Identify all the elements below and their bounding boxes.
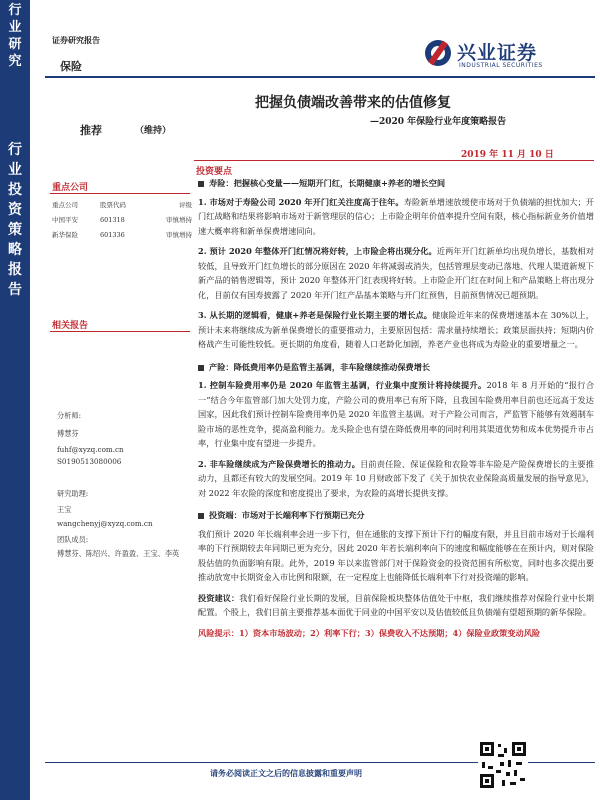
life-paragraph-1: 1. 市场对于寿险公司 2020 年开门红关注度高于往年。寿险新单增速放缓使市场对于负债端的担忧加大；开门红战略和结果将影响市场对于新管理层的信心；上市险企明年价值率提升空间有限，核心指标新业务价值增速大概率将和新单保费增速同向。 — [198, 196, 594, 236]
analyst-email: fuhf@xyzq.com.cn — [57, 445, 124, 454]
logo-en-text: INDUSTRIAL SECURITIES — [459, 62, 543, 69]
team-label: 团队成员: — [57, 535, 89, 544]
related-reports-title: 相关报告 — [52, 321, 89, 331]
life-heading: 寿险：把握核心变量——短期开门红，长期健康+养老的增长空间 — [198, 176, 594, 191]
sector-label: 保险 — [60, 60, 82, 73]
bullet-icon — [198, 181, 204, 187]
investment-heading: 投资端：市场对于长端利率下行预期已充分 — [198, 508, 594, 523]
logo-cn-text: 兴业证券 — [457, 42, 538, 64]
company-logo — [425, 36, 595, 72]
assistant-email: wangchenyj@xyzq.com.cn — [57, 519, 153, 528]
key-companies-table — [52, 198, 196, 243]
pc-heading: 产险：降低费用率仍是监管主基调，非车险继续推动保费增长 — [198, 360, 594, 375]
footer-disclaimer: 请务必阅读正文之后的信息披露和重要声明 — [210, 768, 362, 778]
pc-paragraph-1: 1. 控制车险费用率仍是 2020 年监管主基调，行业集中度预计将持续提升。2018 年 8 月开始的“报行合一”结合今年监管部门加大处罚力度，产险公司的费用率已有所下降，且我国车险费用率目前也还远高于发达国家，因此我们预计控制车险费用率仍是 2020 年监管主基调。对于产险公司而言，严监管下能够有效遏制车险市场的恶性竞争，提高盈利能力。龙头险企也有望在降低费用率的同时利用其渠道优势和成本优势提升市占率，行业集中度有望进一步提升。 — [198, 380, 595, 448]
qr-code-icon — [478, 740, 528, 790]
logo-icon — [425, 40, 451, 66]
assistant-block — [57, 488, 192, 530]
left-side-strip — [0, 0, 30, 800]
assistant-name: 王宝 — [57, 505, 72, 514]
bullet-icon — [198, 513, 204, 519]
report-date: 2019 年 11 月 10 日 — [461, 150, 554, 160]
analyst-label: 分析师: — [57, 411, 81, 420]
related-reports-rule — [50, 331, 190, 332]
analyst-license: S0190513080006 — [57, 457, 122, 466]
investment-paragraph: 我们预计 2020 年长端利率会进一步下行，但在通胀的支撑下预计下行的幅度有限，并且目前市场对于长端利率的下行预期较去年同期已更为充分，因此 2020 年若长端利率向下的速度和幅度能够在在预计内，则对保险股估值的负面影响有限。此外，2019 年以来监管部门对于保险资金的投资范围有所松宽，同时也多次提出要推动放宽中长期资金入市比例和限额，在一定程度上也能降低长端利率下行对投资端的影响。 — [198, 528, 594, 582]
life-paragraph-3: 3. 从长期的逻辑看，健康+养老是保险行业长期主要的增长点。健康险近年来的保费增速基本在 30%以上，预计未来将继续成为新单保费增长的重要推动力，主要原因包括：需求量持续增长；政策层面扶持；短期内价格战产生可能性较低。更长期的角度看，随着人口老龄化加剧，养老产业也将成为寿险业的重要增量之一。 — [198, 310, 594, 349]
report-title: 把握负债端改善带来的估值修复 — [255, 95, 451, 111]
risk-paragraph: 风险提示：1）资本市场波动；2）利率下行；3）保费收入不达预期；4）保险业政策变动风险 — [198, 627, 541, 638]
key-companies-title: 重点公司 — [52, 183, 89, 193]
header-rule — [45, 76, 595, 78]
company-code: 601336 — [100, 230, 125, 239]
date-rule — [194, 160, 594, 161]
report-subtitle: —2020 年保险行业年度策略报告 — [370, 117, 507, 127]
table-row — [52, 213, 196, 228]
bullet-icon — [198, 365, 204, 371]
table-header: 重点公司 — [52, 201, 78, 209]
summary-title: 投资要点 — [196, 167, 233, 177]
company-name: 中国平安 — [52, 216, 78, 224]
rating-label: 推荐 — [80, 124, 102, 137]
team-block — [57, 534, 192, 560]
assistant-label: 研究助理: — [57, 489, 89, 498]
table-row — [52, 228, 196, 243]
advice-paragraph: 投资建议：我们看好保险行业长期的发展，目前保险板块整体估值处于中枢，我们继续推荐对保险行业中长期配置。个股上，我们目前主要推荐基本面优于同业的中国平安以及估值较低且负债端有望超预期的新华保险。 — [198, 592, 594, 617]
strip-top-text: 行 业 研 究 — [8, 3, 22, 69]
pc-paragraph-2: 2. 非车险继续成为产险保费增长的推动力。目前责任险、保证保险和农险等非车险是产险保费增长的主要推动力，且都还有较大的发展空间。2019 年 10 月财政部下发了《关于加快农业保险高质量发展的指导意见》，对 2022 年农险的深度和密度提出了要求，为农险的高增长提供支撑。 — [198, 458, 594, 498]
table-header: 评级 — [179, 201, 192, 209]
company-code: 601318 — [100, 215, 125, 224]
rating-status: （维持） — [135, 126, 172, 136]
table-header-row — [52, 198, 196, 213]
strip-middle-text: 行 业 投 资 策 略 报 告 — [8, 142, 22, 298]
report-type: 证券研究报告 — [52, 35, 100, 45]
main-content — [198, 176, 594, 640]
key-companies-rule — [50, 193, 190, 194]
company-rating: 审慎增持 — [166, 216, 192, 224]
team-members: 傅慧芬、陈绍兴、许盈盈、王宝、李英 — [57, 549, 180, 558]
life-paragraph-2: 2. 预计 2020 年整体开门红情况将好转，上市险企将出现分化。近两年开门红新单均出现负增长，基数相对较低，且导致开门红负增长的部分原因在 2020 年将减弱或消失，包括管理层变动已落地、代理人渠道新规下新产品的销售逻辑等，预计 2020 年整体开门红表现将好转。上市险企开门红在时间上和产品策略上将出现分化，目前仅有国寿披露了 2020 年开门红产品基本策略与开门红预售，目前预售情况已超预期。 — [198, 246, 594, 300]
company-name: 新华保险 — [52, 231, 78, 239]
analyst-block — [57, 410, 187, 468]
table-header: 股票代码 — [100, 201, 126, 209]
analyst-name: 傅慧芬 — [57, 429, 79, 438]
company-rating: 审慎增持 — [166, 231, 192, 239]
